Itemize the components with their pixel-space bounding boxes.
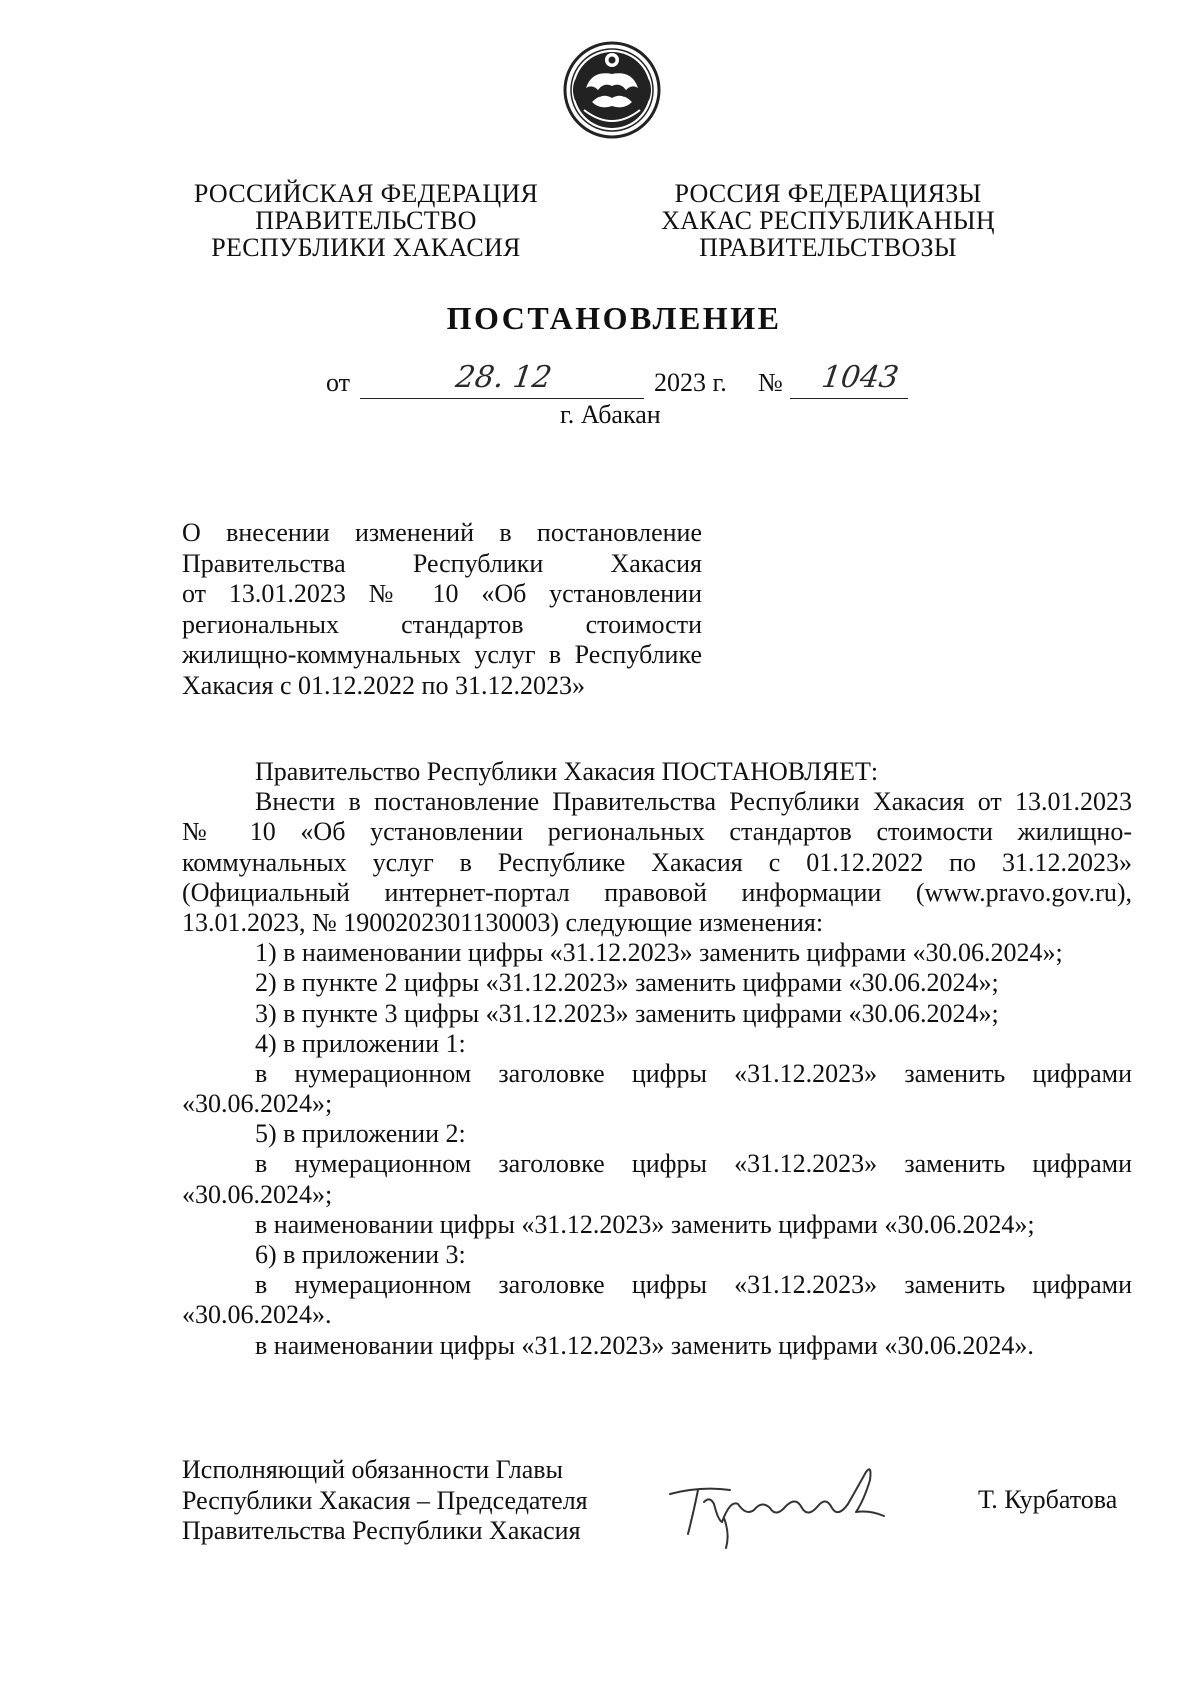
body-line: в наименовании цифры «31.12.2023» заменить цифрами «30.06.2024»;	[255, 1209, 1035, 1239]
body-line: «30.06.2024»;	[182, 1089, 333, 1119]
body-line: в нумерационном заголовке цифры «31.12.2023» заменить цифрами	[255, 1270, 1132, 1300]
body-line: 2) в пункте 2 цифры «31.12.2023» заменить цифрами «30.06.2024»;	[255, 968, 999, 998]
header-right	[628, 180, 1028, 261]
header-left-line: РЕСПУБЛИКИ ХАКАСИЯ	[211, 233, 521, 262]
subject-line: жилищно-коммунальных услуг в Республике	[182, 640, 702, 669]
handwritten-date: 28. 12	[453, 360, 554, 395]
date-from-label: от	[326, 368, 351, 397]
body-line: № 10 «Об установлении региональных стандартов стоимости жилищно-	[182, 817, 1132, 847]
header-left	[166, 180, 566, 261]
body-line: коммунальных услуг в Республике Хакасия с 01.12.2022 по 31.12.2023»	[182, 847, 1132, 877]
subject-line: от 13.01.2023 № 10 «Об установлении	[182, 579, 702, 608]
body-line: 4) в приложении 1:	[255, 1028, 466, 1058]
khakassia-coat-of-arms-icon	[562, 40, 662, 140]
body-line: в нумерационном заголовке цифры «31.12.2023» заменить цифрами	[255, 1149, 1132, 1179]
city: г. Абакан	[560, 400, 661, 429]
subject-line: О внесении изменений в постановление	[182, 518, 702, 547]
subject-line: Хакасия с 01.12.2022 по 31.12.2023»	[182, 670, 585, 700]
date-year: 2023 г.	[654, 368, 727, 397]
handwritten-signature-icon	[660, 1460, 920, 1550]
body-line: «30.06.2024»;	[182, 1179, 333, 1209]
document-title: ПОСТАНОВЛЕНИЕ	[446, 300, 782, 336]
signatory-name: Т. Курбатова	[978, 1485, 1118, 1514]
signatory-position-line: Исполняющий обязанности Главы	[182, 1455, 563, 1484]
number-underline	[790, 398, 908, 399]
body-line: (Официальный интернет-портал правовой информации (www.pravo.gov.ru),	[182, 877, 1132, 907]
body-line: в нумерационном заголовке цифры «31.12.2023» заменить цифрами	[255, 1058, 1132, 1088]
header-left-line: ПРАВИТЕЛЬСТВО	[255, 206, 477, 235]
body-line: 13.01.2023, № 1900202301130003) следующие изменения:	[182, 907, 824, 937]
header-right-line: ХАКАС РЕСПУБЛИКАНЫҢ	[661, 206, 995, 235]
subject-block	[182, 518, 702, 701]
body-line: 3) в пункте 3 цифры «31.12.2023» заменить цифрами «30.06.2024»;	[255, 998, 999, 1028]
body-line: Правительство Республики Хакасия ПОСТАНОВЛЯЕТ:	[255, 757, 879, 786]
handwritten-number: 1043	[819, 360, 901, 395]
body-line: Внести в постановление Правительства Республики Хакасия от 13.01.2023	[255, 787, 1132, 817]
signatory-position-line: Правительства Республики Хакасия	[182, 1516, 581, 1545]
signatory-position	[182, 1455, 588, 1547]
body-line: «30.06.2024».	[182, 1300, 332, 1330]
body-line: в наименовании цифры «31.12.2023» заменить цифрами «30.06.2024».	[255, 1330, 1034, 1360]
body-line: 6) в приложении 3:	[255, 1240, 466, 1269]
subject-line: региональных стандартов стоимости	[182, 609, 702, 639]
subject-line: Правительства Республики Хакасия	[182, 548, 702, 578]
document-body	[182, 757, 1132, 1361]
number-label: №	[758, 368, 783, 397]
header-right-line: РОССИЯ ФЕДЕРАЦИЯЗЫ	[674, 179, 982, 208]
header-left-line: РОССИЙСКАЯ ФЕДЕРАЦИЯ	[193, 179, 539, 208]
body-line: 5) в приложении 2:	[255, 1119, 466, 1149]
signatory-position-line: Республики Хакасия – Председателя	[182, 1485, 588, 1515]
date-underline	[360, 398, 644, 399]
header-right-line: ПРАВИТЕЛЬСТВОЗЫ	[699, 233, 957, 262]
body-line: 1) в наименовании цифры «31.12.2023» заменить цифрами «30.06.2024»;	[255, 938, 1063, 968]
